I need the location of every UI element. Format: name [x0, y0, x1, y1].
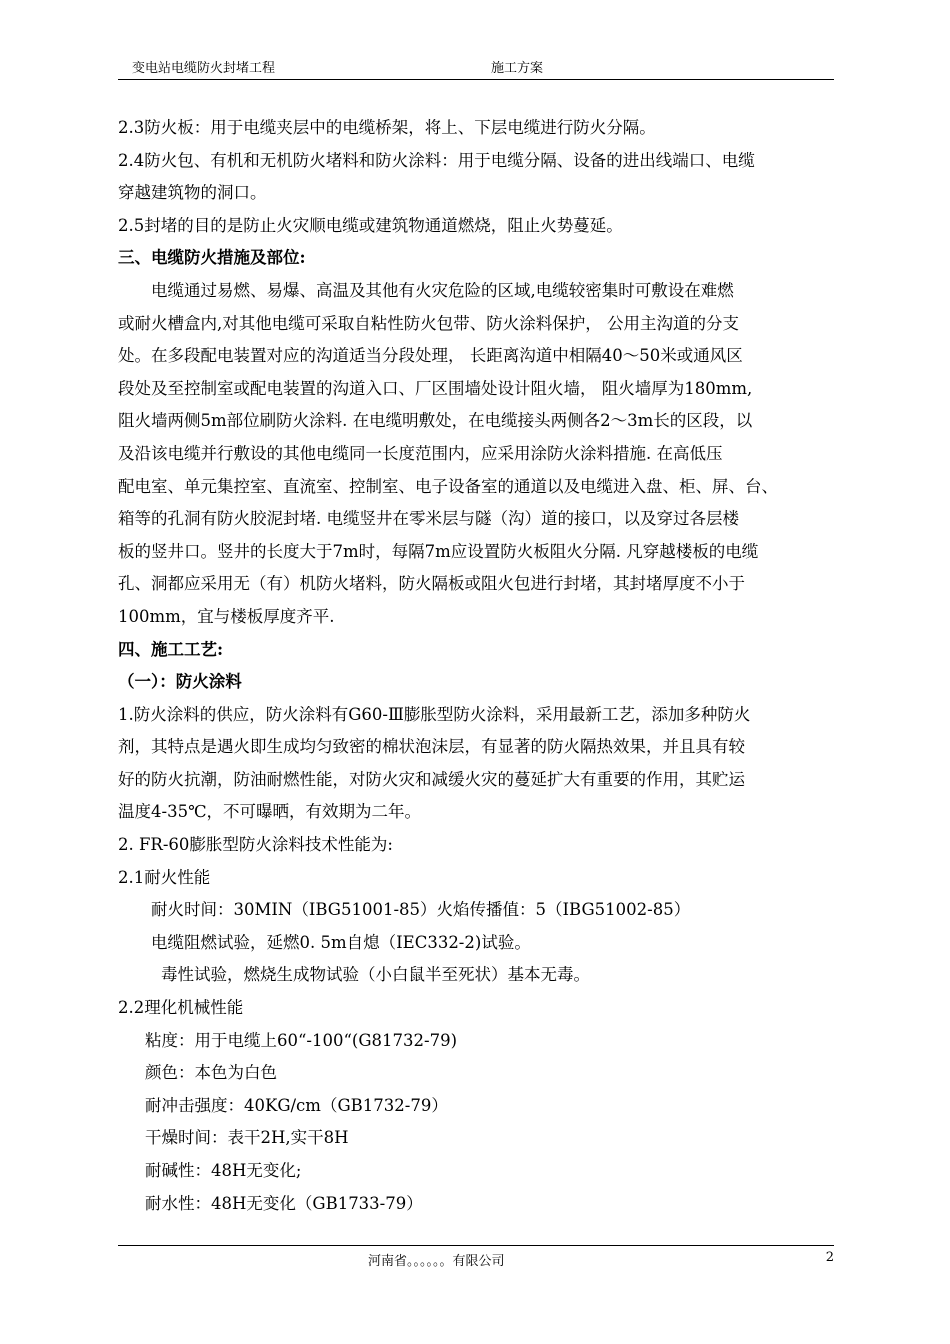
line-2-2: 2.2理化机械性能	[118, 998, 244, 1018]
footer-divider	[118, 1245, 834, 1246]
paragraph-line: 处。在多段配电装置对应的沟道适当分段处理， 长距离沟道中相隔40～50米或通风区	[118, 346, 743, 366]
document-body	[118, 112, 838, 1220]
paragraph-line: 孔、洞都应采用无（有）机防火堵料，防火隔板或阻火包进行封堵，其封堵厚度不小于	[118, 574, 745, 594]
line-2-3: 2.3防火板：用于电缆夹层中的电缆桥架，将上、下层电缆进行防火分隔。	[118, 118, 656, 137]
header-divider	[118, 79, 834, 80]
paragraph-line: 板的竖井口。竖井的长度大于7m时，每隔7m应设置防火板阻火分隔. 凡穿越楼板的电缆	[118, 541, 759, 561]
page-number: 2	[825, 1250, 834, 1265]
section-heading-4: 四、施工工艺:	[118, 639, 224, 659]
fire-resistance-line: 耐火时间：30MIN（IBG51001-85）火焰传播值：5（IBG51002-85）	[151, 900, 691, 920]
header-project-title: 变电站电缆防火封堵工程	[132, 61, 276, 76]
line-2-1: 2.1耐火性能	[118, 867, 211, 887]
subsection-heading-1: （一）：防火涂料	[118, 672, 242, 692]
water-resistance-line: 耐水性：48H无变化（GB1733-79）	[145, 1193, 423, 1213]
paragraph-line: 1.防火涂料的供应，防火涂料有G60-Ⅲ膨胀型防火涂料，采用最新工艺，添加多种防火	[118, 704, 751, 724]
flame-test-line: 电缆阻燃试验，延燃0. 5m自熄（IEC332-2)试验。	[151, 932, 531, 952]
paragraph-line: 阻火墙两侧5m部位刷防火涂料. 在电缆明敷处，在电缆接头两侧各2～3m长的区段，以	[118, 411, 753, 431]
page-footer	[118, 1250, 834, 1270]
paragraph-line: 好的防火抗潮，防油耐燃性能，对防火灾和减缓火灾的蔓延扩大有重要的作用，其贮运	[118, 769, 745, 789]
paragraph-line: 箱等的孔洞有防火胶泥封堵. 电缆竖井在零米层与隧（沟）道的接口，以及穿过各层楼	[118, 509, 739, 529]
section-heading-3: 三、电缆防火措施及部位:	[118, 248, 306, 268]
paragraph-line: 或耐火槽盒内,对其他电缆可采取自粘性防火包带、防火涂料保护， 公用主沟道的分支	[118, 313, 739, 333]
line-2-4-cont: 穿越建筑物的洞口。	[118, 183, 267, 203]
color-line: 颜色：本色为白色	[145, 1063, 277, 1083]
paragraph-line: 温度4-35℃，不可曝晒，有效期为二年。	[118, 802, 422, 822]
paragraph-line: 配电室、单元集控室、直流室、控制室、电子设备室的通道以及电缆进入盘、柜、屏、台、	[118, 476, 778, 496]
line-2: 2. FR-60膨胀型防火涂料技术性能为:	[118, 835, 393, 855]
alkali-resistance-line: 耐碱性：48H无变化;	[145, 1161, 302, 1180]
page-header	[118, 55, 834, 77]
viscosity-line: 粘度：用于电缆上60“-100“(G81732-79)	[145, 1030, 458, 1050]
paragraph-line: 及沿该电缆并行敷设的其他电缆同一长度范围内，应采用涂防火涂料措施. 在高低压	[118, 443, 723, 463]
footer-company: 河南省。。。。。。有限公司	[368, 1254, 505, 1269]
paragraph-line: 段处及至控制室或配电装置的沟道入口、厂区围墙处设计阻火墙， 阻火墙厚为180mm,	[118, 378, 753, 398]
paragraph-line: 剂，其特点是遇火即生成均匀致密的棉状泡沫层，有显著的防火隔热效果，并且具有较	[118, 737, 745, 757]
line-2-4: 2.4防火包、有机和无机防火堵料和防火涂料：用于电缆分隔、设备的进出线端口、电缆	[118, 150, 755, 170]
line-2-5: 2.5封堵的目的是防止火灾顺电缆或建筑物通道燃烧，阻止火势蔓延。	[118, 215, 623, 235]
impact-strength-line: 耐冲击强度：40KG/cm（GB1732-79）	[145, 1095, 448, 1115]
toxicity-line: 毒性试验，燃烧生成物试验（小白鼠半至死状）基本无毒。	[161, 965, 590, 985]
drying-time-line: 干燥时间：表干2H,实干8H	[145, 1128, 349, 1148]
header-doc-type: 施工方案	[491, 61, 544, 76]
paragraph-line: 电缆通过易燃、易爆、高温及其他有火灾危险的区域,电缆较密集时可敷设在难燃	[151, 280, 734, 300]
paragraph-line: 100mm，宜与楼板厚度齐平.	[118, 606, 335, 626]
